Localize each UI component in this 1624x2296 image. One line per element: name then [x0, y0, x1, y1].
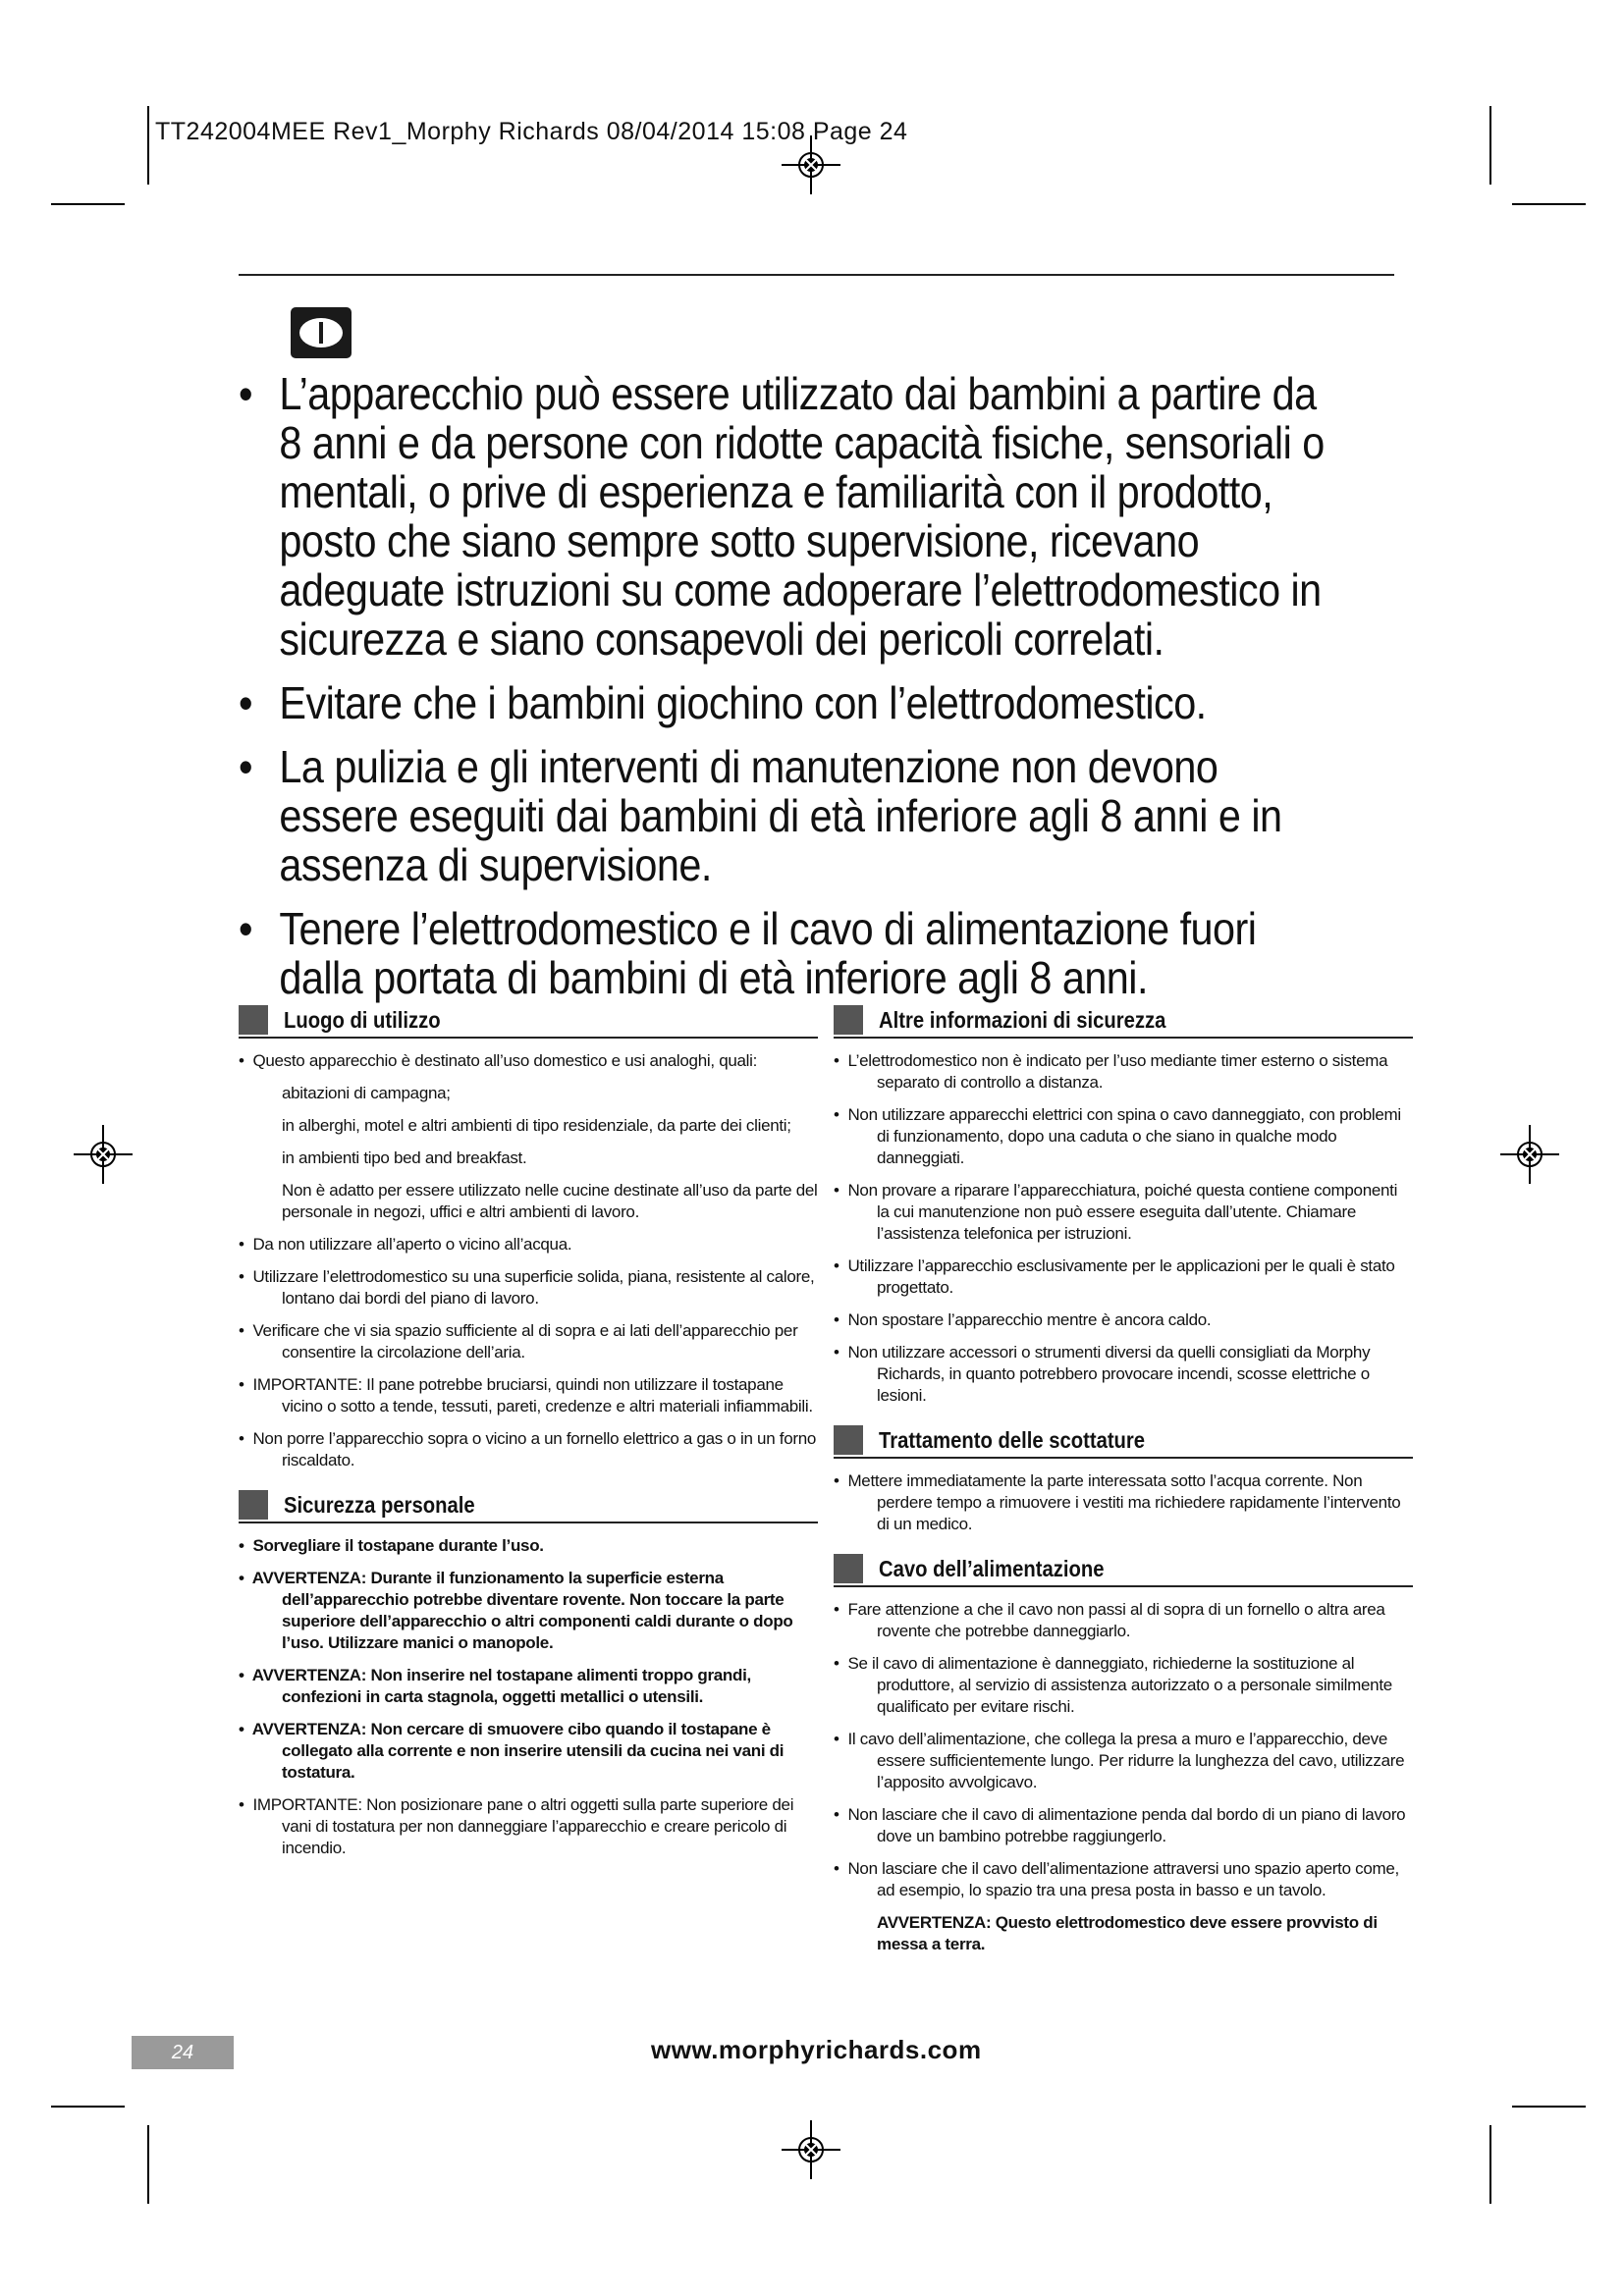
list-item: • Se il cavo di alimentazione è danneggiato, richiederne la sostituzione al produttore, al servizio di assistenza autorizzato o a personale similmente qualificato per evitare rischi.	[834, 1654, 1392, 1716]
list-item: • Non utilizzare accessori o strumenti diversi da quelli consigliati da Morphy Richards, in quanto potrebbero provocare incendi, scosse elettriche o lesioni.	[834, 1343, 1371, 1405]
list-item: • Utilizzare l’elettrodomestico su una superficie solida, piana, resistente al calore, lontano dai bordi del piano di lavoro.	[239, 1267, 815, 1308]
list-item-text: L’elettrodomestico non è indicato per l’uso mediante timer esterno o sistema separato di controllo a distanza.	[847, 1051, 1388, 1092]
section-marker	[834, 1425, 863, 1455]
list-item-text: AVVERTENZA: Non cercare di smuovere cibo quando il tostapane è collegato alla corrente e non inserire utensili da cucina nei vani di tostatura.	[251, 1720, 785, 1782]
registration-mark-icon	[1500, 1125, 1559, 1184]
list-item: • Verificare che vi sia spazio sufficiente al di sopra e ai lati dell’apparecchio per consentire la circolazione dell’aria.	[239, 1321, 798, 1362]
list-item-text: Questo apparecchio è destinato all’uso domestico e usi analoghi, quali:	[252, 1051, 758, 1070]
list-item-text: Non provare a riparare l’apparecchiatura, poiché questa contiene componenti la cui manutenzione non può essere eseguita dall’utente. Chiamare l’assistenza telefonica per istruzioni.	[847, 1181, 1398, 1243]
list-subitem: abitazioni di campagna;	[282, 1084, 451, 1102]
list-item: • Non lasciare che il cavo di alimentazione penda dal bordo di un piano di lavoro dove un bambino potrebbe raggiungerlo.	[834, 1805, 1406, 1845]
section-header-altre	[834, 1005, 1413, 1039]
section-header-luogo	[239, 1005, 818, 1039]
list-item-text: Non lasciare che il cavo di alimentazione penda dal bordo di un piano di lavoro dove un bambino potrebbe raggiungerlo.	[847, 1805, 1406, 1845]
list-subitem: in alberghi, motel e altri ambienti di tipo residenziale, da parte dei clienti;	[282, 1116, 791, 1135]
crop-mark	[147, 2125, 149, 2204]
list-item-text: AVVERTENZA: Durante il funzionamento la superficie esterna dell’apparecchio potrebbe diventare rovente. Non toccare la parte superiore dell’apparecchio o altri componenti caldi durante o dopo l’uso. Utilizzare manici o manopole.	[251, 1569, 793, 1652]
section-marker	[239, 1005, 268, 1035]
page-number: 24	[132, 2036, 234, 2069]
list-item-text: Non utilizzare apparecchi elettrici con spina o cavo danneggiato, con problemi di funzionamento, dopo una caduta o che siano in qualche modo danneggiati.	[847, 1105, 1401, 1167]
list-item-text: Verificare che vi sia spazio sufficiente al di sopra e ai lati dell’apparecchio per consentire la circolazione dell’aria.	[252, 1321, 798, 1362]
crop-mark	[1512, 2106, 1586, 2108]
list-subitem: in ambienti tipo bed and breakfast.	[282, 1148, 527, 1167]
list-item: • Questo apparecchio è destinato all’uso domestico e usi analoghi, quali:	[239, 1051, 758, 1070]
list-item: • Non provare a riparare l’apparecchiatura, poiché questa contiene componenti la cui manutenzione non può essere eseguita dall’utente. Chiamare l’assistenza telefonica per istruzioni.	[834, 1181, 1398, 1243]
crop-mark	[51, 2106, 125, 2108]
list-item-text: Utilizzare l’apparecchio esclusivamente per le applicazioni per le quali è stato progettato.	[847, 1256, 1395, 1297]
list-item-text: Da non utilizzare all’aperto o vicino all’acqua.	[252, 1235, 572, 1254]
registration-mark-icon	[782, 2120, 840, 2179]
intro-bullet-list	[239, 369, 1326, 1017]
list-item-text: Il cavo dell’alimentazione, che collega la presa a muro e l’apparecchio, deve essere sufficientemente lungo. Per ridurre la lunghezza del cavo, utilizzare l’apposito avvolgicavo.	[847, 1730, 1405, 1791]
list-item: • Utilizzare l’apparecchio esclusivamente per le applicazioni per le quali è stato progettato.	[834, 1256, 1395, 1297]
list-item-text: Mettere immediatamente la parte interessata sotto l’acqua corrente. Non perdere tempo a rimuovere i vestiti ma richiedere rapidamente l’intervento di un medico.	[847, 1471, 1401, 1533]
intro-bullet-text: Tenere l’elettrodomestico e il cavo di alimentazione fuori dalla portata di bambini di età inferiore agli 8 anni.	[279, 903, 1257, 1003]
right-column	[834, 1005, 1413, 1966]
list-item: • Da non utilizzare all’aperto o vicino all’acqua.	[239, 1235, 572, 1254]
list-item: • Mettere immediatamente la parte interessata sotto l’acqua corrente. Non perdere tempo a rimuovere i vestiti ma richiedere rapidamente l’intervento di un medico.	[834, 1471, 1401, 1533]
section-marker	[834, 1554, 863, 1583]
section-title: Altre informazioni di sicurezza	[879, 1007, 1166, 1033]
intro-bullet: • La pulizia e gli interventi di manutenzione non devono essere eseguiti dai bambini di età inferiore agli 8 anni e in assenza di supervisione.	[239, 741, 1282, 890]
section-header-cavo	[834, 1554, 1413, 1587]
top-rule	[239, 274, 1394, 276]
section-gap	[834, 1417, 1413, 1425]
list-item-text: IMPORTANTE: Non posizionare pane o altri oggetti sulla parte superiore dei vani di tostatura per non danneggiare l’apparecchio e creare pericolo di incendio.	[252, 1795, 794, 1857]
section-title: Sicurezza personale	[284, 1492, 475, 1518]
intro-bullet-text: L’apparecchio può essere utilizzato dai bambini a partire da 8 anni e da persone con ridotte capacità fisiche, sensoriali o mentali, o prive di esperienza e familiarità con il prodotto, posto che siano sempre sotto supervisione, ricevano adeguate istruzioni su come adoperare l’elettrodomestico in sicurezza e siano consapevoli dei pericoli correlati.	[279, 368, 1325, 665]
list-item-text: Non lasciare che il cavo dell’alimentazione attraversi uno spazio aperto come, ad esempio, lo spazio tra una presa posta in basso e un tavolo.	[847, 1859, 1399, 1899]
crop-mark	[147, 106, 149, 185]
left-column	[239, 1005, 818, 1870]
section-gap	[834, 1546, 1413, 1554]
language-badge	[291, 307, 352, 358]
list-item-text: Se il cavo di alimentazione è danneggiato, richiederne la sostituzione al produttore, al servizio di assistenza autorizzato o a personale similmente qualificato per evitare rischi.	[847, 1654, 1392, 1716]
section-title: Luogo di utilizzo	[284, 1007, 441, 1033]
section-marker	[834, 1005, 863, 1035]
list-item: • L’elettrodomestico non è indicato per l’uso mediante timer esterno o sistema separato di controllo a distanza.	[834, 1051, 1388, 1092]
list-subitem: Non è adatto per essere utilizzato nelle cucine destinate all’uso da parte del personale in negozi, uffici e altri ambienti di lavoro.	[282, 1181, 818, 1221]
crop-mark	[1489, 106, 1491, 185]
list-item: • AVVERTENZA: Non inserire nel tostapane alimenti troppo grandi, confezioni in carta stagnola, oggetti metallici o utensili.	[239, 1666, 751, 1706]
list-item: • Il cavo dell’alimentazione, che collega la presa a muro e l’apparecchio, deve essere sufficientemente lungo. Per ridurre la lunghezza del cavo, utilizzare l’apposito avvolgicavo.	[834, 1730, 1405, 1791]
section-title: Cavo dell’alimentazione	[879, 1556, 1105, 1581]
intro-bullet: • Tenere l’elettrodomestico e il cavo di alimentazione fuori dalla portata di bambini di età inferiore agli 8 anni.	[239, 903, 1257, 1003]
crop-mark	[1512, 203, 1586, 205]
list-item: • AVVERTENZA: Non cercare di smuovere cibo quando il tostapane è collegato alla corrente e non inserire utensili da cucina nei vani di tostatura.	[239, 1720, 785, 1782]
list-item: • IMPORTANTE: Non posizionare pane o altri oggetti sulla parte superiore dei vani di tostatura per non danneggiare l’apparecchio e creare pericolo di incendio.	[239, 1795, 794, 1857]
registration-mark-icon	[74, 1125, 133, 1184]
language-badge-letter	[319, 322, 323, 344]
list-item: • Non lasciare che il cavo dell’alimentazione attraversi uno spazio aperto come, ad esempio, lo spazio tra una presa posta in basso e un tavolo.	[834, 1859, 1399, 1899]
intro-bullet-text: La pulizia e gli interventi di manutenzione non devono essere eseguiti dai bambini di età inferiore agli 8 anni e in assenza di supervisione.	[279, 741, 1282, 890]
list-item-text: Utilizzare l’elettrodomestico su una superficie solida, piana, resistente al calore, lontano dai bordi del piano di lavoro.	[252, 1267, 815, 1308]
list-item-text: Non porre l’apparecchio sopra o vicino a un fornello elettrico a gas o in un forno riscaldato.	[252, 1429, 817, 1469]
warning-text: AVVERTENZA: Questo elettrodomestico deve essere provvisto di messa a terra.	[877, 1913, 1378, 1953]
list-item: • Non porre l’apparecchio sopra o vicino a un fornello elettrico a gas o in un forno riscaldato.	[239, 1429, 817, 1469]
list-item-text: Non utilizzare accessori o strumenti diversi da quelli consigliati da Morphy Richards, in quanto potrebbero provocare incendi, scosse elettriche o lesioni.	[847, 1343, 1371, 1405]
list-item: • Non spostare l’apparecchio mentre è ancora caldo.	[834, 1310, 1212, 1329]
section-header-scottature	[834, 1425, 1413, 1459]
intro-bullet: • L’apparecchio può essere utilizzato dai bambini a partire da 8 anni e da persone con ridotte capacità fisiche, sensoriali o mentali, o prive di esperienza e familiarità con il prodotto, posto che siano sempre sotto supervisione, ricevano adeguate istruzioni su come adoperare l’elettrodomestico in sicurezza e siano consapevoli dei pericoli correlati.	[239, 368, 1325, 665]
list-item: • AVVERTENZA: Durante il funzionamento la superficie esterna dell’apparecchio potrebbe diventare rovente. Non toccare la parte superiore dell’apparecchio o altri componenti caldi durante o dopo l’uso. Utilizzare manici o manopole.	[239, 1569, 793, 1652]
list-item-text: Fare attenzione a che il cavo non passi al di sopra di un fornello o altra area rovente che potrebbe danneggiarlo.	[847, 1600, 1385, 1640]
section-title: Trattamento delle scottature	[879, 1427, 1146, 1453]
intro-bullet-text: Evitare che i bambini giochino con l’elettrodomestico.	[279, 677, 1207, 728]
list-item: • Sorvegliare il tostapane durante l’uso.	[239, 1536, 544, 1555]
list-item-text: AVVERTENZA: Non inserire nel tostapane alimenti troppo grandi, confezioni in carta stagnola, oggetti metallici o utensili.	[251, 1666, 751, 1706]
crop-mark	[1489, 2125, 1491, 2204]
list-item-text: Non spostare l’apparecchio mentre è ancora caldo.	[847, 1310, 1212, 1329]
list-item: • IMPORTANTE: Il pane potrebbe bruciarsi, quindi non utilizzare il tostapane vicino o sotto a tende, tessuti, pareti, credenze e altri materiali infiammabili.	[239, 1375, 813, 1415]
footer-url: www.morphyrichards.com	[651, 2035, 982, 2064]
list-item: • Fare attenzione a che il cavo non passi al di sopra di un fornello o altra area rovente che potrebbe danneggiarlo.	[834, 1600, 1385, 1640]
list-item-text: IMPORTANTE: Il pane potrebbe bruciarsi, quindi non utilizzare il tostapane vicino o sotto a tende, tessuti, pareti, credenze e altri materiali infiammabili.	[252, 1375, 813, 1415]
section-marker	[239, 1490, 268, 1520]
intro-bullet: • Evitare che i bambini giochino con l’elettrodomestico.	[239, 677, 1207, 728]
print-header: TT242004MEE Rev1_Morphy Richards 08/04/2014 15:08 Page 24	[155, 118, 908, 145]
list-item-text: Sorvegliare il tostapane durante l’uso.	[252, 1536, 544, 1555]
section-gap	[239, 1482, 818, 1490]
crop-mark	[51, 203, 125, 205]
section-header-sicurezza	[239, 1490, 818, 1523]
list-item: • Non utilizzare apparecchi elettrici con spina o cavo danneggiato, con problemi di funzionamento, dopo una caduta o che siano in qualche modo danneggiati.	[834, 1105, 1401, 1167]
